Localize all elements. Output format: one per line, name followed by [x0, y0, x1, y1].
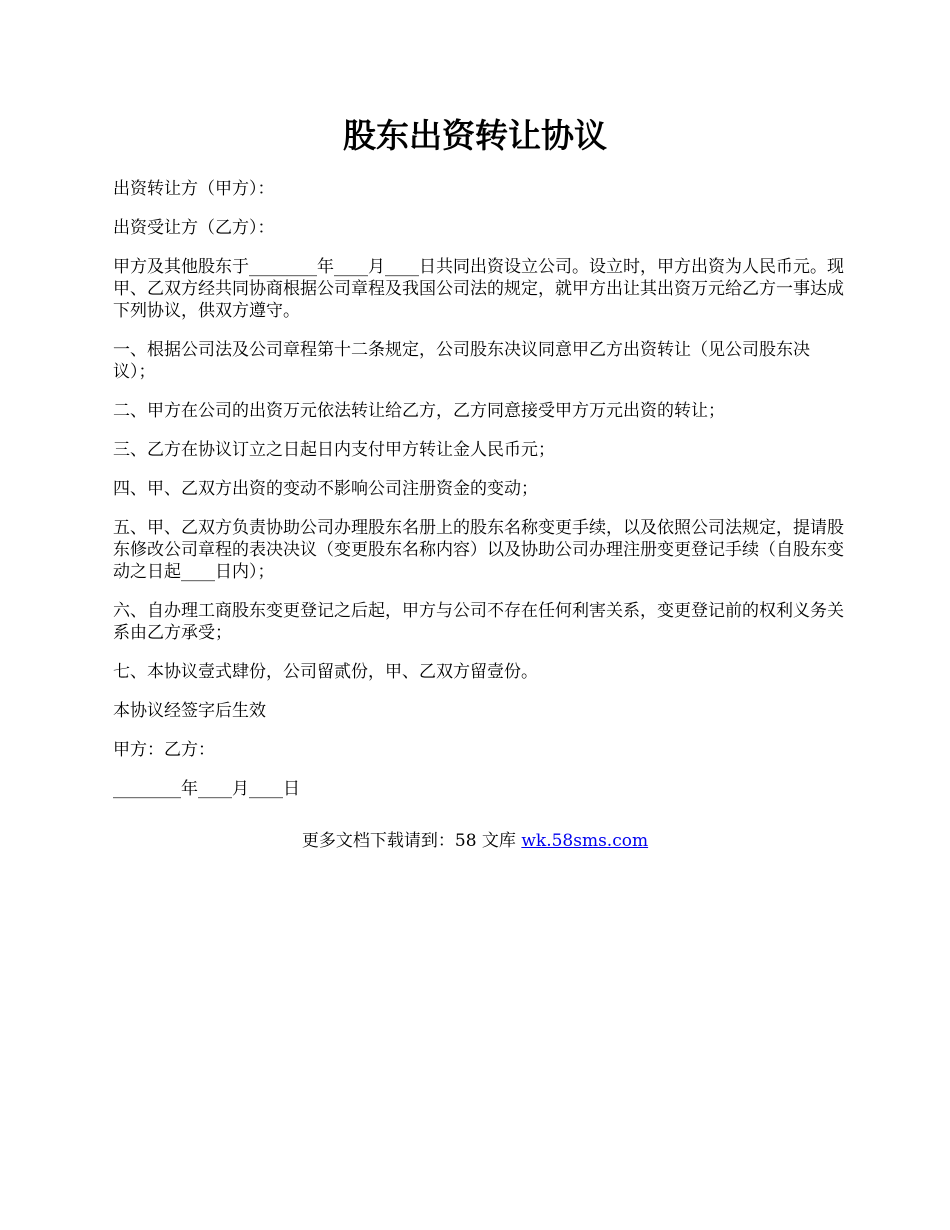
- clause-5: 五、甲、乙双方负责协助公司办理股东名册上的股东名称变更手续，以及依照公司法规定，提请股东修改公司章程的表决决议（变更股东名称内容）以及协助公司办理注册变更登记手续（自股东变动之日起____日内）；: [113, 518, 844, 582]
- preamble-paragraph: 甲方及其他股东于________年____月____日共同出资设立公司。设立时，甲方出资为人民币元。现甲、乙双方经共同协商根据公司章程及我国公司法的规定，就甲方出让其出资万元给乙方一事达成下列协议，供双方遵守。: [113, 257, 844, 321]
- document-title: 股东出资转让协议: [343, 116, 607, 155]
- transferor-line: 出资转让方（甲方）：: [113, 179, 275, 199]
- document-body: [113, 178, 848, 817]
- transferee-line: 出资受让方（乙方）：: [113, 218, 275, 238]
- download-footer: [0, 830, 950, 852]
- clause-4: 四、甲、乙双方出资的变动不影响公司注册资金的变动；: [113, 479, 538, 499]
- footer-text: 更多文档下载请到：58 文库: [301, 831, 522, 851]
- clause-2: 二、甲方在公司的出资万元依法转让给乙方，乙方同意接受甲方万元出资的转让；: [113, 401, 725, 421]
- clause-3: 三、乙方在协议订立之日起日内支付甲方转让金人民币元；: [113, 440, 555, 460]
- clause-7: 七、本协议壹式肆份，公司留贰份，甲、乙双方留壹份。: [113, 662, 538, 682]
- signature-parties: 甲方：乙方：: [113, 740, 215, 760]
- footer-link[interactable]: wk.58sms.com: [521, 831, 649, 851]
- clause-6: 六、自办理工商股东变更登记之后起，甲方与公司不存在任何利害关系，变更登记前的权利义务关系由乙方承受；: [113, 601, 844, 643]
- clause-1: 一、根据公司法及公司章程第十二条规定，公司股东决议同意甲乙方出资转让（见公司股东决议）；: [113, 340, 810, 382]
- effective-statement: 本协议经签字后生效: [113, 701, 266, 721]
- signature-date: ________年____月____日: [113, 779, 300, 799]
